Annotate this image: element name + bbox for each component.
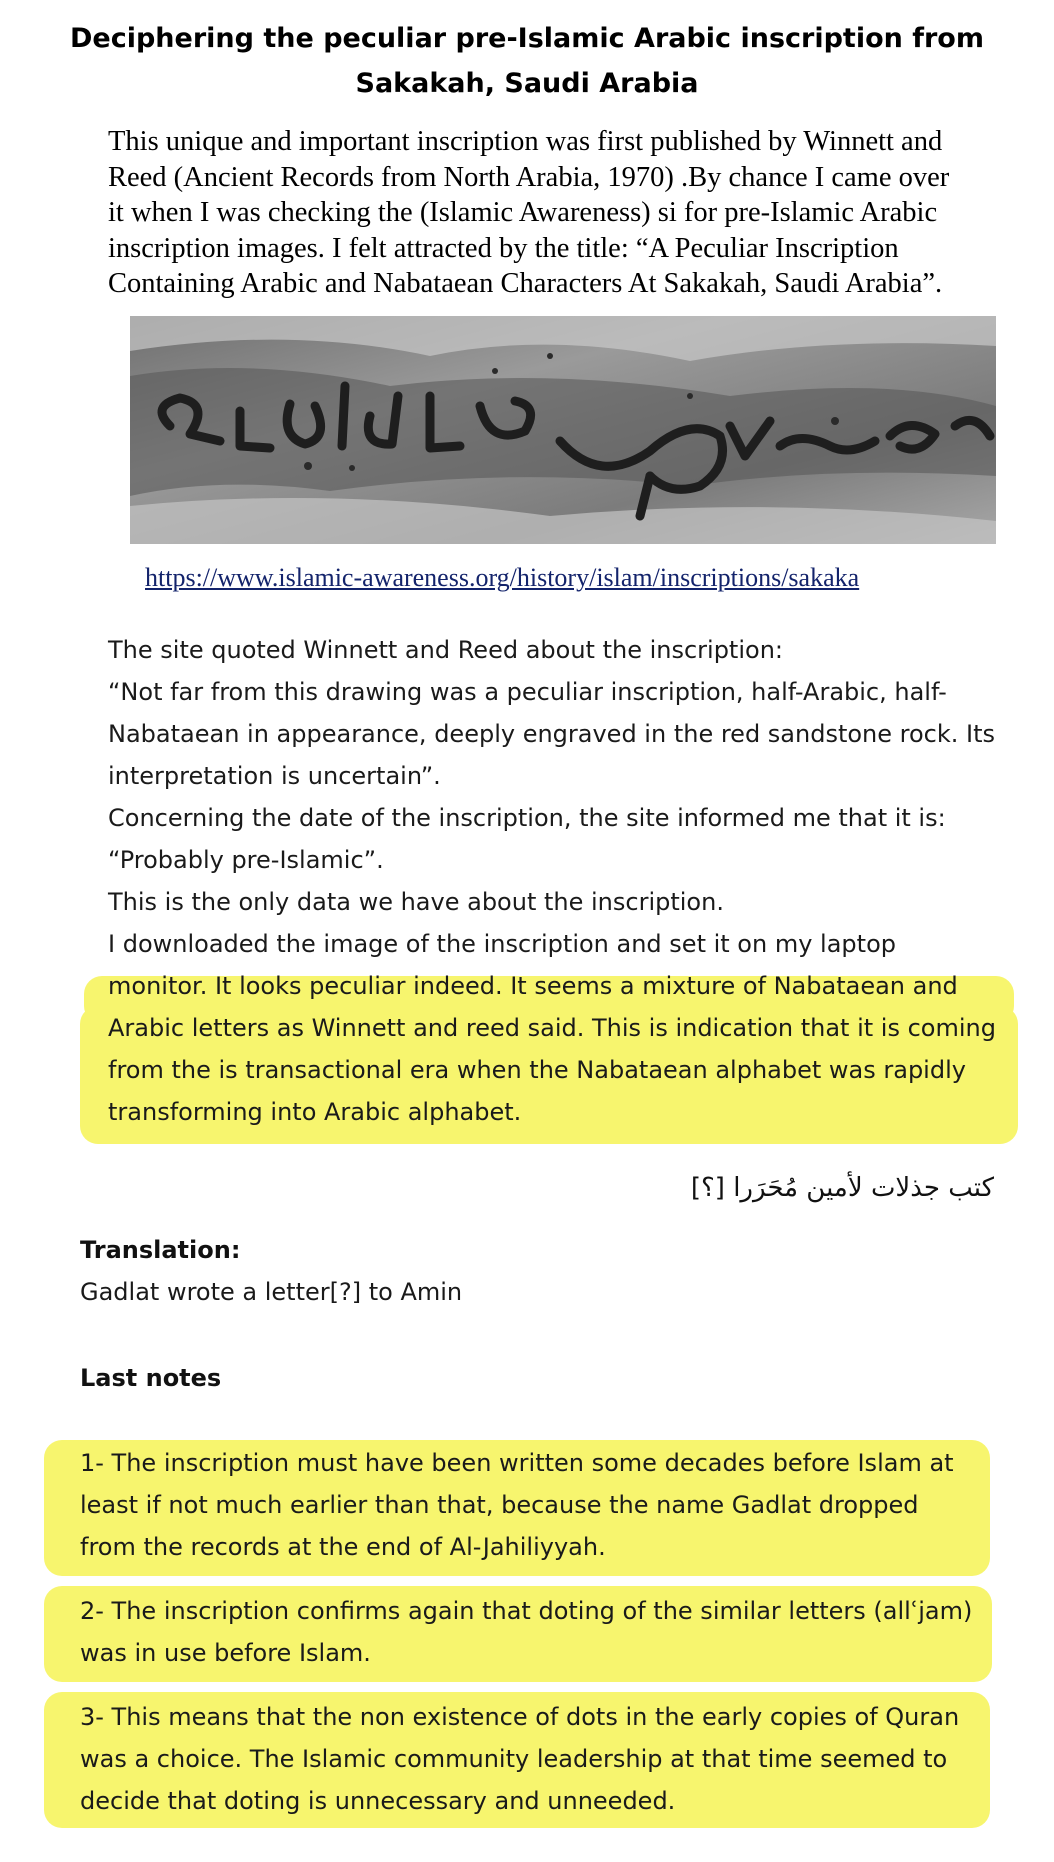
last-notes-heading: Last notes	[80, 1364, 222, 1392]
body-line: Concerning the date of the inscription, the site informed me that it is:	[108, 804, 946, 832]
body-paragraph	[108, 629, 1018, 1133]
highlighted-line: Arabic letters as Winnett and reed said. This is indication that it is coming	[108, 1014, 996, 1042]
body-line: interpretation is uncertain”.	[108, 762, 441, 790]
note-item-3	[80, 1696, 1000, 1822]
body-line-plain: monitor. It looks peculiar indee	[108, 972, 480, 1000]
translation-text: Gadlat wrote a letter[?] to Amin	[80, 1278, 463, 1306]
title-line: Deciphering the peculiar pre-Islamic Arabic inscription from	[69, 23, 984, 54]
body-line: “Not far from this drawing was a peculiar inscription, half-Arabic, half-	[108, 678, 947, 706]
body-line	[108, 965, 1018, 1007]
note-line: least if not much earlier than that, because the name Gadlat dropped	[80, 1491, 919, 1519]
note-item-2	[80, 1590, 1000, 1674]
intro-paragraph	[108, 124, 1008, 302]
inscription-photo	[130, 316, 996, 544]
body-line: “Probably pre-Islamic”.	[108, 846, 384, 874]
intro-line: inscription images. I felt attracted by the title: “A Peculiar Inscription	[108, 232, 899, 264]
inscription-rock-image	[130, 316, 996, 544]
body-line: I downloaded the image of the inscription and set it on my laptop	[108, 930, 896, 958]
note-line: 3- This means that the non existence of dots in the early copies of Quran	[80, 1703, 960, 1731]
body-line: The site quoted Winnett and Reed about the inscription:	[108, 636, 783, 664]
note-line: 2- The inscription confirms again that doting of the similar letters (allʿjam)	[80, 1597, 973, 1625]
note-line: 1- The inscription must have been written some decades before Islam at	[80, 1449, 954, 1477]
note-line: from the records at the end of Al-Jahiliyyah.	[80, 1533, 606, 1561]
body-line: This is the only data we have about the inscription.	[108, 888, 724, 916]
body-line: Nabataean in appearance, deeply engraved in the red sandstone rock. Its	[108, 720, 996, 748]
note-line: decide that doting is unnecessary and unneeded.	[80, 1787, 676, 1815]
source-link[interactable]: https://www.islamic-awareness.org/history/islam/inscriptions/sakaka	[145, 563, 860, 592]
highlighted-line: from the is transactional era when the Nabataean alphabet was rapidly	[108, 1056, 966, 1084]
document-title	[60, 16, 994, 106]
highlighted-line: transforming into Arabic alphabet.	[108, 1098, 522, 1126]
intro-line: Reed (Ancient Records from North Arabia, 1970) .By chance I came over	[108, 161, 950, 193]
translation-heading: Translation:	[80, 1236, 241, 1264]
title-line: Sakakah, Saudi Arabia	[355, 68, 699, 99]
body-line-highlighted: d. It seems a mixture of Nabataean and	[479, 972, 958, 1000]
intro-line: it when I was checking the (Islamic Awareness) si for pre-Islamic Arabic	[108, 197, 938, 228]
arabic-reading: كتب جذلات لأمين مُحَرَرا [؟]	[690, 1173, 994, 1203]
note-line: was in use before Islam.	[80, 1639, 371, 1667]
intro-line: This unique and important inscription was first published by Winnett and	[108, 126, 943, 157]
note-line: was a choice. The Islamic community leadership at that time seemed to	[80, 1745, 948, 1773]
intro-line: Containing Arabic and Nabataean Characters At Sakakah, Saudi Arabia”.	[108, 268, 943, 299]
note-item-1	[80, 1442, 1000, 1568]
